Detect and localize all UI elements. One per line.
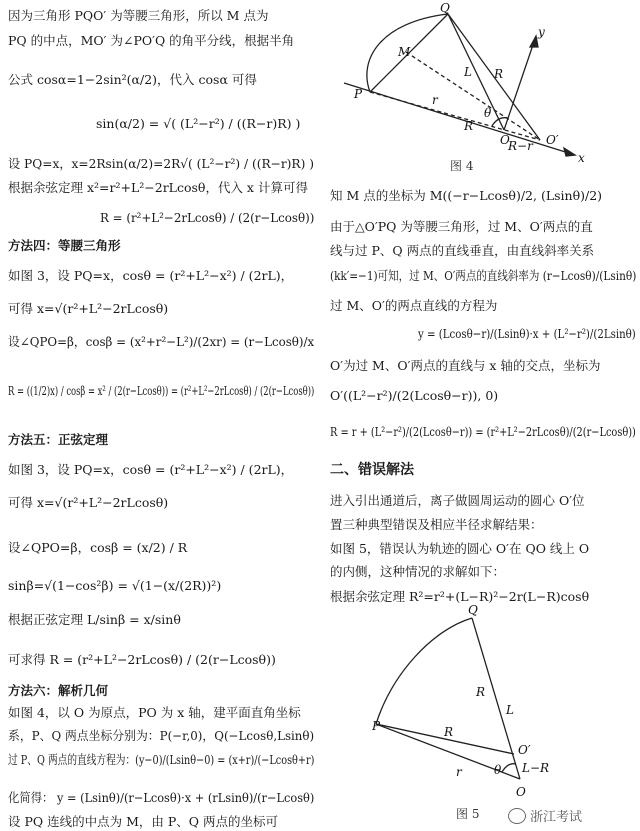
fig5-label-LR: L−R: [522, 761, 550, 775]
figure-4: [340, 0, 640, 178]
right-line-8: R = r + (L²−r²)/(2(Lcosθ−r)) = (r²+L²−2rLcosθ)/(2(r−Lcosθ)): [330, 424, 636, 439]
fig5-label-O: O: [516, 785, 526, 799]
left-line-9: 可得 x=√(r²+L²−2rLcosθ): [8, 301, 169, 316]
fig4-label-theta: θ: [484, 106, 492, 120]
right-line-1: 由于△O′PQ 为等腰三角形，过 M、O′两点的直: [330, 219, 593, 234]
right-line-4: 过 M、O′的两点直线的方程为: [330, 298, 498, 313]
fig5-caption: 图 5: [456, 807, 480, 821]
right-line-9: 二、错误解法: [330, 462, 414, 478]
left-line-20: 如图 4，以 O 为原点，PO 为 x 轴，建平面直角坐标: [8, 705, 301, 720]
fig5-label-theta: θ: [494, 763, 502, 777]
right-line-3: (kk′=−1)可知，过 M、O′两点的直线斜率为 (r−Lcosθ)/(Lsinθ): [330, 268, 637, 283]
watermark-text: 浙江考试: [530, 810, 583, 825]
fig4-label-R2: R: [464, 119, 474, 133]
fig5-label-Oprime: O′: [518, 743, 531, 757]
fig4-label-r: r: [432, 93, 438, 107]
fig4-label-Q: Q: [440, 1, 450, 15]
fig5-label-r: r: [456, 765, 462, 779]
left-line-12: 方法五：正弦定理: [8, 432, 109, 447]
left-line-0: 因为三角形 PQO′ 为等腰三角形，所以 M 点为: [8, 8, 269, 23]
right-line-2: 线与过 P、Q 两点的直线垂直，由直线斜率关系: [330, 243, 595, 258]
figure-5: [372, 604, 582, 826]
left-line-1: PQ 的中点，MO′ 为∠PO′Q 的角平分线，根据半角: [8, 33, 295, 48]
watermark: [508, 806, 582, 825]
right-line-5: y = (Lcosθ−r)/(Lsinθ)·x + (L²−r²)/(2Lsinθ): [418, 326, 636, 341]
left-line-10: 设∠QPO=β，cosβ = (x²+r²−L²)/(2xr) = (r−Lcosθ)/x: [8, 334, 315, 349]
left-line-11: R = ((1/2)x) / cosβ = x² / (2(r−Lcosθ)) = (r²+L²−2rLcosθ) / (2(r−Lcosθ)): [8, 383, 315, 398]
left-line-5: 根据余弦定理 x²=r²+L²−2rLcosθ，代入 x 计算可得: [8, 180, 308, 195]
fig4-label-y: y: [538, 25, 545, 39]
right-line-7: O′((L²−r²)/(2(Lcosθ−r)), 0): [330, 388, 499, 403]
fig5-label-L: L: [506, 703, 514, 717]
wechat-icon: [508, 808, 526, 824]
left-line-23: 化简得： y = (Lsinθ)/(r−Lcosθ)·x + (rLsinθ)/(r−Lcosθ): [8, 790, 315, 805]
right-line-14: 根据余弦定理 R²=r²+(L−R)²−2r(L−R)cosθ: [330, 589, 590, 604]
left-line-14: 可得 x=√(r²+L²−2rLcosθ): [8, 495, 169, 510]
right-line-6: O′为过 M、O′两点的直线与 x 轴的交点，坐标为: [330, 358, 601, 373]
left-line-4: 设 PQ=x，x=2Rsin(α/2)=2R√( (L²−r²) / ((R−r)R) ): [8, 156, 314, 171]
left-line-7: 方法四：等腰三角形: [8, 238, 121, 253]
left-line-17: 根据正弦定理 L/sinβ = x/sinθ: [8, 612, 181, 627]
fig4-label-M: M: [398, 45, 411, 59]
left-line-15: 设∠QPO=β，cosβ = (x/2) / R: [8, 540, 188, 555]
fig5-label-R1: R: [476, 685, 486, 699]
left-line-16: sinβ=√(1−cos²β) = √(1−(x/(2R))²): [8, 578, 222, 593]
fig4-label-O: O: [500, 133, 510, 147]
fig4-label-x: x: [578, 151, 585, 165]
left-line-24: 设 PQ 连线的中点为 M，由 P、Q 两点的坐标可: [8, 814, 278, 829]
fig4-label-R1: R: [494, 67, 504, 81]
fig4-label-L: L: [464, 65, 472, 79]
fig4-caption: 图 4: [450, 159, 474, 173]
left-line-8: 如图 3，设 PQ=x，cosθ = (r²+L²−x²) / (2rL)，: [8, 268, 294, 283]
right-line-10: 进入引出通道后，离子做圆周运动的圆心 O′位: [330, 493, 585, 508]
fig5-arc: [376, 618, 472, 724]
fig4-label-Rr: R−r: [508, 139, 533, 153]
left-line-18: 可求得 R = (r²+L²−2rLcosθ) / (2(r−Lcosθ)): [8, 652, 276, 667]
right-line-12: 如图 5，错误认为轨迹的圆心 O′在 QO 线上 O: [330, 541, 590, 556]
left-column: [0, 0, 318, 831]
left-line-3: sin(α/2) = √( (L²−r²) / ((R−r)R) ): [96, 116, 301, 131]
right-line-13: 的内侧，这种情况的求解如下：: [330, 564, 506, 579]
left-line-19: 方法六：解析几何: [8, 683, 109, 698]
left-line-21: 系，P、Q 两点坐标分别为：P(−r,0)，Q(−Lcosθ,Lsinθ): [8, 728, 315, 743]
fig4-label-P: P: [354, 87, 363, 101]
fig5-label-P: P: [372, 719, 381, 733]
right-line-0: 知 M 点的坐标为 M((−r−Lcosθ)/2, (Lsinθ)/2): [330, 188, 603, 203]
left-line-22: 过 P、Q 两点的直线方程为：(y−0)/(Lsinθ−0) = (x+r)/(−Lcosθ+r): [8, 752, 315, 767]
left-line-13: 如图 3，设 PQ=x，cosθ = (r²+L²−x²) / (2rL)，: [8, 462, 294, 477]
fig4-label-Oprime: O′: [546, 133, 559, 147]
left-line-2: 公式 cosα=1−2sin²(α/2)，代入 cosα 可得: [8, 72, 257, 87]
right-line-11: 置三种典型错误及相应半径求解结果：: [330, 517, 543, 532]
fig5-label-R2: R: [444, 725, 454, 739]
left-line-6: R = (r²+L²−2rLcosθ) / (2(r−Lcosθ)): [100, 210, 315, 225]
fig5-label-Q: Q: [468, 604, 478, 617]
fig4-y-axis: [504, 36, 536, 130]
